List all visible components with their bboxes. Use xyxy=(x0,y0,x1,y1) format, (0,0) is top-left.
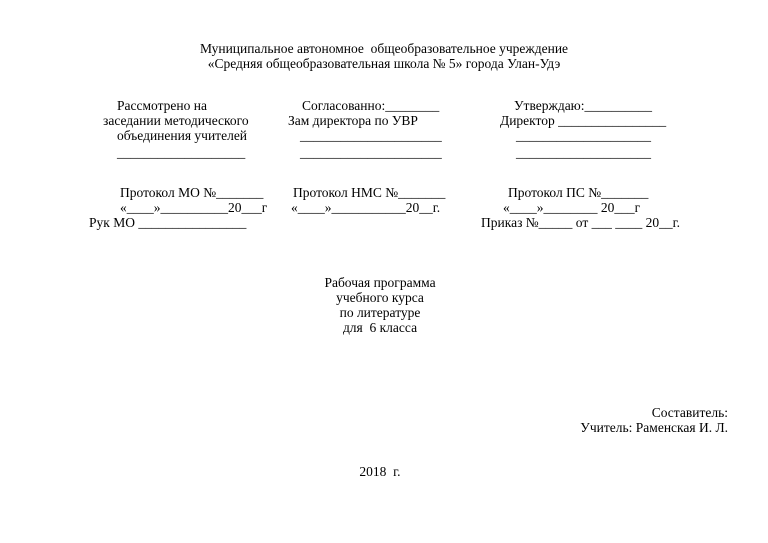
school-name-line1: Муниципальное автономное общеобразовательное учреждение xyxy=(199,41,569,56)
program-title-line2: учебного курса xyxy=(336,290,424,305)
approved-line2: Директор ________________ xyxy=(500,113,667,128)
agreed-signature-line2: _____________________ xyxy=(300,145,442,160)
considered-line2: заседании методического xyxy=(103,113,249,128)
considered-line1: Рассмотрено на xyxy=(117,98,207,113)
author-label: Составитель: xyxy=(651,405,728,420)
approved-signature-line2: ____________________ xyxy=(516,145,651,160)
agreed-line2: Зам директора по УВР xyxy=(288,113,418,128)
approved-signature-line1: ____________________ xyxy=(516,128,651,143)
protocol-ps-line1: Протокол ПС №_______ xyxy=(508,185,649,200)
program-title-line4: для 6 класса xyxy=(342,320,418,335)
order-line: Приказ №_____ от ___ ____ 20__г. xyxy=(481,215,681,230)
protocol-mo-head: Рук МО ________________ xyxy=(89,215,247,230)
protocol-nms-date: «____»___________20__г. xyxy=(291,200,441,215)
considered-line3: объединения учителей xyxy=(117,128,248,143)
protocol-mo-line1: Протокол МО №_______ xyxy=(120,185,264,200)
protocol-ps-date: «____»________ 20___г xyxy=(503,200,641,215)
protocol-mo-date: «____»__________20___г xyxy=(120,200,268,215)
agreed-line1: Согласованно:________ xyxy=(302,98,440,113)
author-teacher: Учитель: Раменская И. Л. xyxy=(580,420,728,435)
program-title-line1: Рабочая программа xyxy=(324,275,436,290)
school-name-line2: «Средняя общеобразовательная школа № 5» города Улан-Удэ xyxy=(207,56,561,71)
program-title-line3: по литературе xyxy=(339,305,421,320)
document-year: 2018 г. xyxy=(359,464,401,479)
considered-signature-line: ___________________ xyxy=(117,145,246,160)
agreed-signature-line1: _____________________ xyxy=(300,128,442,143)
approved-line1: Утверждаю:__________ xyxy=(514,98,653,113)
protocol-nms-line1: Протокол НМС №_______ xyxy=(293,185,446,200)
